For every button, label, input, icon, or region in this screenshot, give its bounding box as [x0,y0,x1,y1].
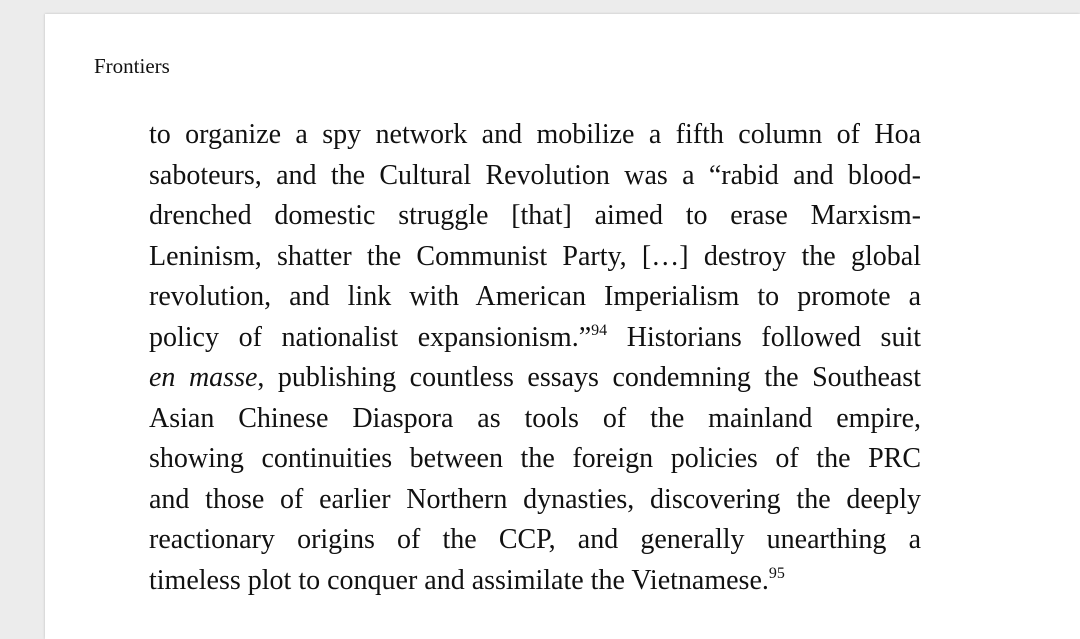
text-line: revolution, and link with American Imperialism to promote a [149,281,921,312]
running-head: Frontiers [94,54,170,78]
text-line: Asian Chinese Diaspora as tools of the mainland empire, [149,402,921,434]
text-line: showing continuities between the foreign policies of the PRC [149,443,921,474]
footnote-marker-94[interactable]: 94 [591,321,608,339]
text-line: policy of nationalist expansionism.”$^{94}$ Historians followed suit [149,321,921,353]
text-line: Leninism, shatter the Communist Party, […] destroy the global [149,240,921,272]
italic-phrase: en masse [149,362,258,393]
text-line: reactionary origins of the CCP, and generally unearthing a [149,524,921,555]
body-paragraph [149,115,921,601]
text-line: saboteurs, and the Cultural Revolution was a “rabid and blood- [149,159,921,191]
footnote-marker-95[interactable]: 95 [768,564,785,582]
document-page [45,14,1080,639]
text-line: and those of earlier Northern dynasties, discovering the deeply [149,483,921,515]
text-line: timeless plot to conquer and assimilate the Vietnamese.$^{95}$ [149,564,785,596]
text-line: to organize a spy network and mobilize a fifth column of Hoa [149,119,921,150]
text-line: drenched domestic struggle [that] aimed to erase Marxism- [149,200,921,231]
text-line: en masse, publishing countless essays condemning the Southeast [149,362,921,393]
